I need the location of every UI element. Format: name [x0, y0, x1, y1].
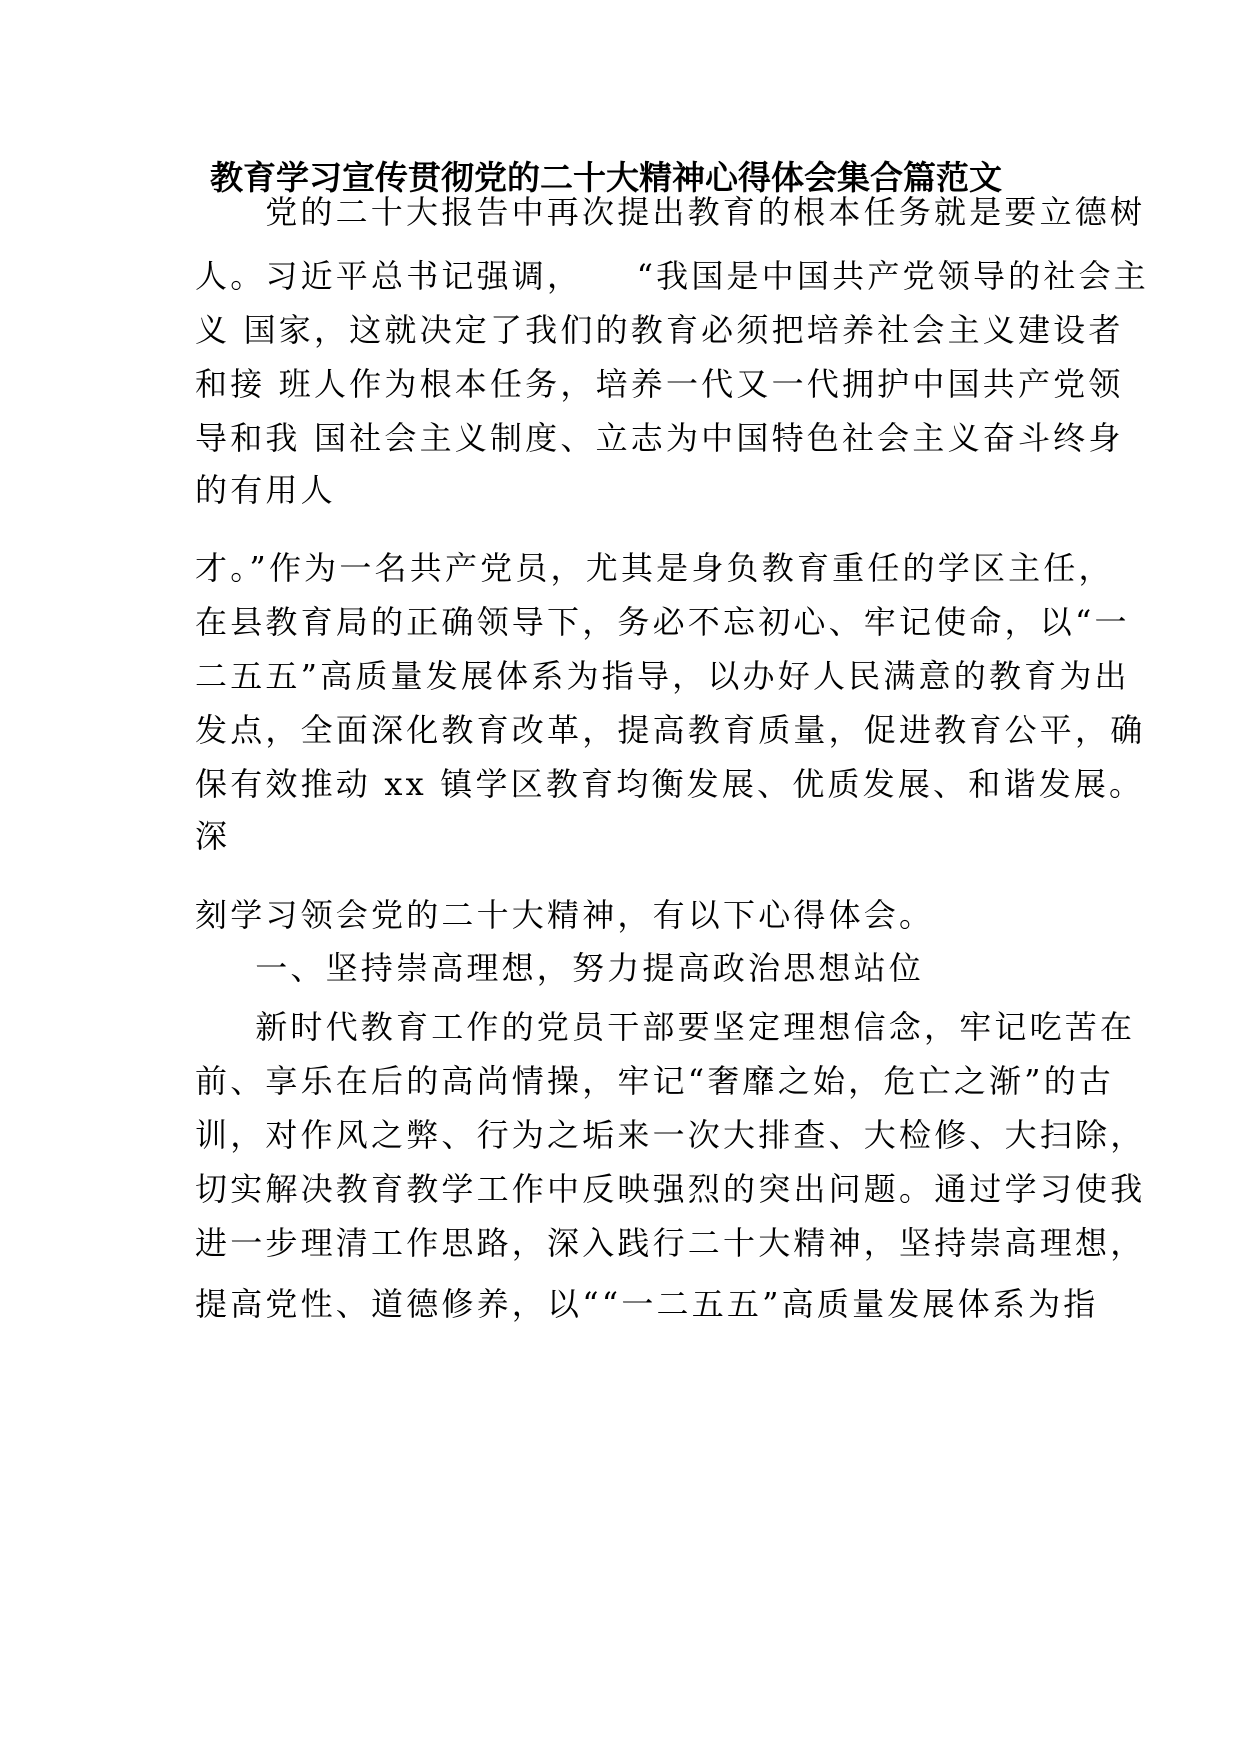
body-line: 人。习近平总书记强调， “我国是中国共产党领导的社会主 [195, 257, 1149, 295]
body-line: 新时代教育工作的党员干部要坚定理想信念，牢记吃苦在 [220, 1008, 1136, 1046]
document-title: 教育学习宣传贯彻党的二十大精神心得体会集合篇范文 [210, 158, 1002, 197]
body-line: 前、享乐在后的高尚情操，牢记“奢靡之始，危亡之渐”的古 [195, 1062, 1115, 1100]
body-line: 的有用人 [195, 471, 336, 509]
body-line: 进一步理清工作思路，深入践行二十大精神，坚持崇高理想， [195, 1224, 1146, 1262]
body-line: 提高党性、道德修养，以““一二五五”高质量发展体系为指 [195, 1285, 1099, 1323]
body-line: 深 [195, 817, 231, 855]
body-line: 才。”作为一名共产党员，尤其是身负教育重任的学区主任， [195, 549, 1114, 587]
body-line: 义 国家，这就决定了我们的教育必须把培养社会主义建设者 [195, 311, 1124, 349]
body-line: 和接 班人作为根本任务，培养一代又一代拥护中国共产党领 [195, 365, 1124, 403]
section-heading: 一、坚持崇高理想，努力提高政治思想站位 [220, 949, 925, 987]
body-line: 训，对作风之弊、行为之垢来一次大排查、大检修、大扫除， [195, 1116, 1146, 1154]
body-line: 在县教育局的正确领导下，务必不忘初心、牢记使命，以“一 [195, 603, 1130, 641]
body-line: 导和我 国社会主义制度、立志为中国特色社会主义奋斗终身 [195, 419, 1124, 457]
body-line: 切实解决教育教学工作中反映强烈的突出问题。通过学习使我 [195, 1170, 1146, 1208]
body-line: 二五五”高质量发展体系为指导，以办好人民满意的教育为出 [195, 657, 1130, 695]
body-line: 党的二十大报告中再次提出教育的根本任务就是要立德树 [230, 193, 1146, 231]
body-line: 保有效推动 xx 镇学区教育均衡发展、优质发展、和谐发展。 [195, 765, 1145, 803]
body-line: 发点，全面深化教育改革，提高教育质量，促进教育公平，确 [195, 711, 1146, 749]
body-line: 刻学习领会党的二十大精神，有以下心得体会。 [195, 896, 935, 934]
